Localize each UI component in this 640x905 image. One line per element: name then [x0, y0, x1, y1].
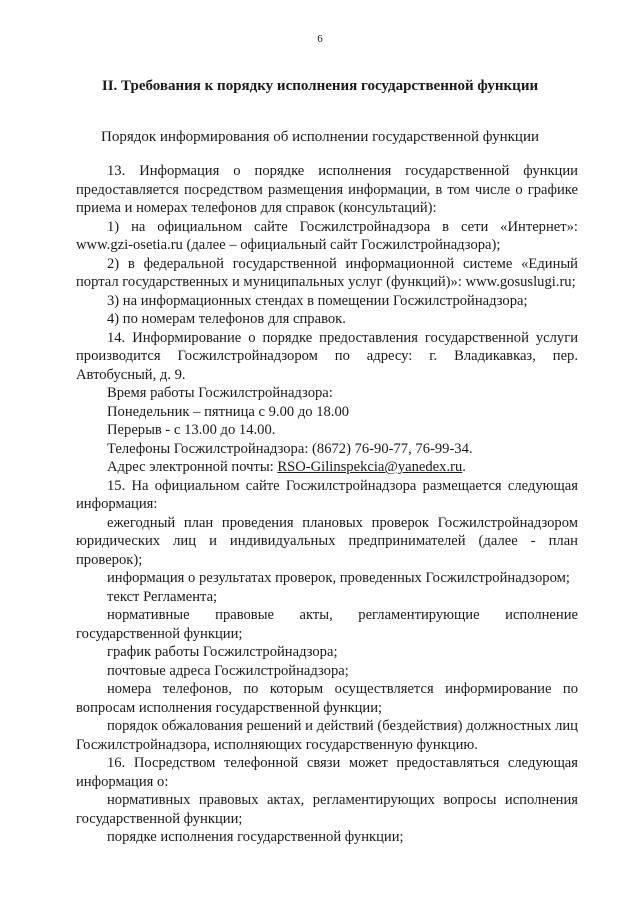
paragraph-13: 13. Информация о порядке исполнения государственной функции предоставляется посредством размещения информации, в том числе о графике приема и номерах телефонов для справок (консультаций):	[76, 163, 578, 216]
paragraph-15-item-addresses: почтовые адреса Госжилстройнадзора;	[107, 662, 349, 679]
phone-numbers: Телефоны Госжилстройнадзора: (8672) 76-90-77, 76-99-34.	[107, 440, 473, 457]
paragraph-15-item-appeal: порядок обжалования решений и действий (бездействия) должностных лиц Госжилстройнадзора, исполняющих государственную функцию.	[76, 718, 578, 753]
email-label: Адрес электронной почты:	[107, 459, 278, 475]
email-end: .	[462, 459, 466, 475]
paragraph-13-item-1: 1) на официальном сайте Госжилстройнадзора в сети «Интернет»: www.gzi-osetia.ru (далее – официальный сайт Госжилстройнадзора);	[76, 218, 578, 253]
paragraph-15-item-text: текст Регламента;	[107, 588, 218, 605]
paragraph-16-item-acts: нормативных правовых актах, регламентирующих вопросы исполнения государственной функции;	[76, 792, 578, 827]
paragraph-16: 16. Посредством телефонной связи может предоставляться следующая информация о:	[76, 755, 578, 790]
paragraph-15-item-results: информация о результатах проверок, проведенных Госжилстройнадзором;	[107, 570, 570, 586]
paragraph-15-item-phones: номера телефонов, по которым осуществляется информирование по вопросам исполнения государственной функции;	[76, 681, 578, 716]
paragraph-15-item-schedule: график работы Госжилстройнадзора;	[107, 644, 338, 660]
paragraph-15-item-plan: ежегодный план проведения плановых проверок Госжилстройнадзором юридических лиц и индивидуальных предпринимателей (далее - план проверок);	[76, 514, 578, 568]
paragraph-16-item-order: порядке исполнения государственной функции;	[107, 829, 404, 845]
page-number: 6	[317, 33, 323, 45]
paragraph-13-item-2: 2) в федеральной государственной информационной системе «Единый портал государственных и муниципальных услуг (функций)»: www.gosuslugi.ru;	[76, 255, 578, 290]
paragraph-15: 15. На официальном сайте Госжилстройнадзора размещается следующая информация:	[76, 477, 578, 512]
working-hours-days: Понедельник – пятница с 9.00 до 18.00	[107, 403, 350, 420]
working-hours-break: Перерыв - с 13.00 до 14.00.	[107, 422, 276, 438]
paragraph-15-item-acts: нормативные правовые акты, регламентирующие исполнение государственной функции;	[76, 607, 578, 642]
email-address: RSO-Gilinspekcia@yanedex.ru	[277, 459, 463, 475]
section-heading: II. Требования к порядку исполнения государственной функции	[101, 78, 539, 94]
section-subheading: Порядок информирования об исполнении государственной функции	[100, 129, 539, 145]
email-line	[76, 458, 578, 477]
paragraph-14: 14. Информирование о порядке предоставления государственной услуги производится Госжилстройнадзором по адресу: г. Владикавказ, пер. Автобусный, д. 9.	[76, 329, 578, 383]
paragraph-13-item-4: 4) по номерам телефонов для справок.	[107, 311, 346, 327]
paragraph-13-item-3: 3) на информационных стендах в помещении Госжилстройнадзора;	[107, 292, 528, 309]
working-hours-title: Время работы Госжилстройнадзора:	[107, 385, 333, 401]
document-body	[76, 162, 578, 847]
